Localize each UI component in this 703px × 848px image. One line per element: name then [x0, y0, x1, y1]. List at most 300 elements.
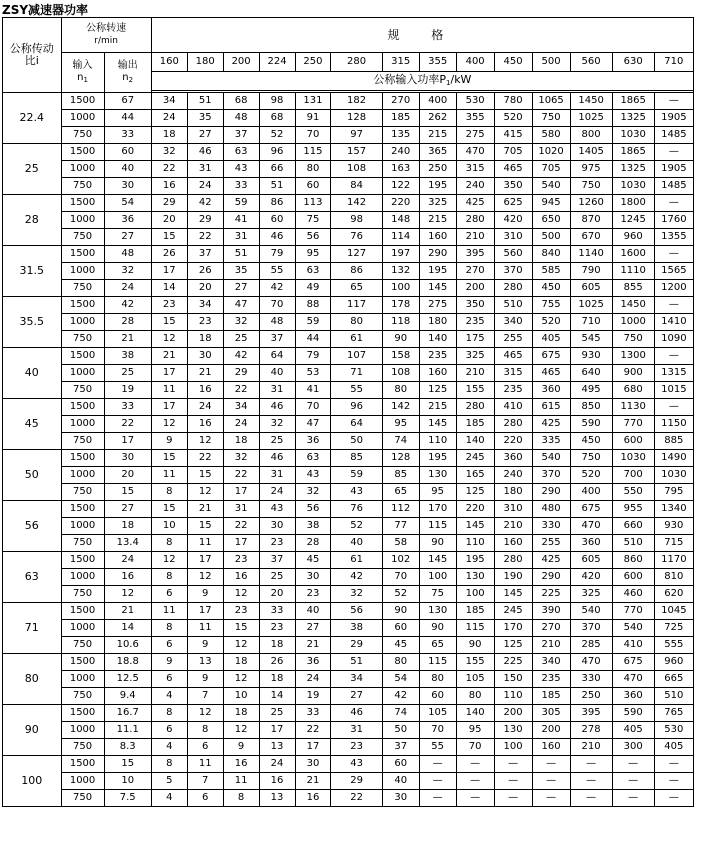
size-header-cell: 315	[382, 53, 419, 72]
power-cell: 40	[382, 773, 419, 790]
power-cell: 1030	[612, 127, 654, 144]
power-cell: 195	[456, 552, 494, 569]
power-cell: 255	[532, 535, 570, 552]
power-cell: 450	[532, 280, 570, 297]
power-cell: 210	[570, 739, 612, 756]
power-cell: 12	[187, 433, 223, 450]
power-cell: 1905	[654, 161, 693, 178]
power-cell: 96	[259, 144, 295, 161]
ratio-cell: 56	[3, 501, 62, 552]
power-cell: 55	[259, 263, 295, 280]
power-cell: 163	[382, 161, 419, 178]
power-cell: 210	[494, 518, 532, 535]
power-cell: 75	[419, 586, 456, 603]
power-cell: 1150	[654, 416, 693, 433]
power-cell: 9	[187, 671, 223, 688]
power-cell: 40	[295, 603, 331, 620]
power-cell: 21	[187, 501, 223, 518]
power-cell: 12	[151, 331, 187, 348]
power-cell: 680	[612, 382, 654, 399]
power-cell: 520	[494, 110, 532, 127]
power-cell: 80	[382, 382, 419, 399]
power-cell: 107	[331, 348, 382, 365]
power-cell: 37	[187, 246, 223, 263]
table-row	[3, 110, 694, 127]
power-cell: 545	[570, 331, 612, 348]
power-cell: 590	[612, 705, 654, 722]
power-cell: 210	[456, 229, 494, 246]
power-cell: 76	[331, 501, 382, 518]
power-cell: 112	[382, 501, 419, 518]
power-cell: 22	[331, 790, 382, 807]
power-cell: 1325	[612, 110, 654, 127]
table-row	[3, 501, 694, 518]
size-header-cell: 224	[259, 53, 295, 72]
power-cell: 140	[456, 433, 494, 450]
power-cell: 56	[295, 501, 331, 518]
power-cell: 705	[494, 144, 532, 161]
output-speed-cell: 54	[104, 195, 151, 212]
power-cell: 1865	[612, 144, 654, 161]
power-cell: 145	[456, 518, 494, 535]
power-cell: 180	[494, 484, 532, 501]
power-cell: 197	[382, 246, 419, 263]
input-speed-cell: 1000	[61, 671, 104, 688]
power-cell: 43	[259, 501, 295, 518]
power-cell: 1170	[654, 552, 693, 569]
power-cell: 15	[151, 501, 187, 518]
output-speed-cell: 30	[104, 450, 151, 467]
power-cell: 800	[570, 127, 612, 144]
power-cell: 450	[570, 433, 612, 450]
power-cell: 46	[259, 450, 295, 467]
power-cell: 34	[331, 671, 382, 688]
size-header-row	[3, 53, 694, 72]
power-cell: 250	[419, 161, 456, 178]
power-cell: 960	[654, 654, 693, 671]
power-cell: 30	[295, 569, 331, 586]
power-cell: 1020	[532, 144, 570, 161]
power-cell: 6	[151, 637, 187, 654]
output-speed-cell: 33	[104, 127, 151, 144]
power-cell: 47	[223, 297, 259, 314]
power-cell: 16	[151, 178, 187, 195]
power-cell: 32	[223, 314, 259, 331]
power-cell: 70	[419, 722, 456, 739]
power-cell: 305	[532, 705, 570, 722]
power-cell: 510	[654, 688, 693, 705]
power-cell: 1565	[654, 263, 693, 280]
table-row	[3, 620, 694, 637]
power-cell: 1065	[532, 93, 570, 110]
power-cell: 150	[494, 671, 532, 688]
power-cell: 280	[494, 552, 532, 569]
input-speed-cell: 1000	[61, 518, 104, 535]
input-speed-cell: 1000	[61, 620, 104, 637]
output-speed-cell: 15	[104, 484, 151, 501]
power-cell: 17	[295, 739, 331, 756]
power-cell: 18	[223, 654, 259, 671]
input-speed-cell: 1500	[61, 144, 104, 161]
power-cell: 285	[570, 637, 612, 654]
power-cell: 410	[494, 399, 532, 416]
output-speed-cell: 10	[104, 773, 151, 790]
output-speed-cell: 16	[104, 569, 151, 586]
table-row	[3, 484, 694, 501]
output-speed-cell: 19	[104, 382, 151, 399]
power-cell: 91	[295, 110, 331, 127]
power-cell: 12	[187, 484, 223, 501]
power-cell: 96	[331, 399, 382, 416]
table-row	[3, 518, 694, 535]
power-cell: 185	[532, 688, 570, 705]
power-cell: 25	[223, 331, 259, 348]
ratio-cell: 40	[3, 348, 62, 399]
power-cell: 127	[331, 246, 382, 263]
power-cell: 63	[223, 144, 259, 161]
power-cell: 530	[654, 722, 693, 739]
power-cell: 795	[654, 484, 693, 501]
input-speed-cell: 1500	[61, 705, 104, 722]
power-cell: 23	[259, 620, 295, 637]
power-cell: 210	[456, 365, 494, 382]
output-speed-cell: 60	[104, 144, 151, 161]
table-row	[3, 161, 694, 178]
power-cell: 7	[187, 688, 223, 705]
power-cell: 36	[295, 654, 331, 671]
power-cell: 1485	[654, 178, 693, 195]
power-cell: 510	[612, 535, 654, 552]
power-cell: 24	[187, 399, 223, 416]
output-speed-cell: 30	[104, 178, 151, 195]
power-cell: 29	[331, 637, 382, 654]
table-row	[3, 450, 694, 467]
power-cell: 465	[494, 348, 532, 365]
table-row	[3, 416, 694, 433]
power-cell: 1405	[570, 144, 612, 161]
power-cell: 1600	[612, 246, 654, 263]
power-cell: —	[532, 773, 570, 790]
power-cell: 43	[331, 484, 382, 501]
power-cell: 350	[456, 297, 494, 314]
output-speed-cell: 21	[104, 603, 151, 620]
power-cell: 66	[259, 161, 295, 178]
power-cell: 42	[187, 195, 223, 212]
power-cell: 22	[187, 450, 223, 467]
power-cell: 14	[151, 280, 187, 297]
power-cell: 108	[382, 365, 419, 382]
spec-header: 规 格	[151, 18, 693, 53]
power-cell: 235	[419, 348, 456, 365]
power-cell: 23	[151, 297, 187, 314]
power-cell: 520	[570, 467, 612, 484]
output-speed-cell: 17	[104, 433, 151, 450]
input-speed-cell: 750	[61, 637, 104, 654]
power-cell: —	[456, 756, 494, 773]
power-cell: 860	[612, 552, 654, 569]
power-cell: 71	[331, 365, 382, 382]
power-cell: 195	[419, 263, 456, 280]
power-cell: 24	[259, 756, 295, 773]
power-cell: 18	[223, 433, 259, 450]
power-cell: 325	[570, 586, 612, 603]
power-cell: 41	[223, 212, 259, 229]
input-speed-cell: 1500	[61, 297, 104, 314]
power-cell: 145	[419, 416, 456, 433]
power-cell: 1245	[612, 212, 654, 229]
power-cell: 290	[419, 246, 456, 263]
power-cell: 17	[259, 722, 295, 739]
power-cell: 855	[612, 280, 654, 297]
power-cell: 61	[331, 552, 382, 569]
power-cell: 37	[223, 127, 259, 144]
power-cell: 1140	[570, 246, 612, 263]
table-row	[3, 263, 694, 280]
size-header-cell: 560	[570, 53, 612, 72]
power-cell: 360	[494, 450, 532, 467]
power-cell: 28	[295, 535, 331, 552]
output-speed-cell: 18.8	[104, 654, 151, 671]
table-row	[3, 654, 694, 671]
power-cell: 1355	[654, 229, 693, 246]
power-cell: 95	[456, 722, 494, 739]
power-cell: 4	[151, 790, 187, 807]
table-row	[3, 535, 694, 552]
power-cell: 74	[382, 433, 419, 450]
power-cell: 1260	[570, 195, 612, 212]
power-cell: 17	[223, 535, 259, 552]
power-cell: 21	[295, 637, 331, 654]
power-cell: 550	[612, 484, 654, 501]
power-cell: 130	[494, 722, 532, 739]
power-cell: 178	[382, 297, 419, 314]
power-cell: 15	[187, 518, 223, 535]
power-cell: 1110	[612, 263, 654, 280]
output-speed-cell: 48	[104, 246, 151, 263]
size-header-cell: 355	[419, 53, 456, 72]
speed-header-unit: r/min	[94, 36, 119, 46]
output-speed-cell: 12	[104, 586, 151, 603]
power-cell: 590	[570, 416, 612, 433]
output-speed-cell: 27	[104, 501, 151, 518]
power-cell: 12	[151, 552, 187, 569]
output-speed-cell: 24	[104, 280, 151, 297]
size-header-cell: 180	[187, 53, 223, 72]
power-cell: 32	[259, 416, 295, 433]
table-row	[3, 348, 694, 365]
power-cell: 25	[259, 705, 295, 722]
input-speed-cell: 1500	[61, 93, 104, 110]
power-cell: 12	[223, 586, 259, 603]
page-title: ZSY减速器功率	[2, 3, 89, 17]
power-cell: —	[532, 756, 570, 773]
power-cell: —	[654, 246, 693, 263]
power-cell: 8	[151, 756, 187, 773]
power-cell: 13	[187, 654, 223, 671]
power-cell: 128	[382, 450, 419, 467]
power-cell: 58	[382, 535, 419, 552]
speed-header-label: 公称转速	[86, 23, 127, 34]
power-cell: 31	[223, 229, 259, 246]
output-speed-cell: 40	[104, 161, 151, 178]
power-cell: 370	[494, 263, 532, 280]
table-row	[3, 229, 694, 246]
power-cell: 140	[456, 705, 494, 722]
power-cell: 225	[532, 586, 570, 603]
power-cell: 114	[382, 229, 419, 246]
power-cell: 90	[382, 331, 419, 348]
power-cell: 220	[382, 195, 419, 212]
power-cell: 200	[532, 722, 570, 739]
power-cell: 145	[494, 586, 532, 603]
power-cell: 360	[532, 382, 570, 399]
power-cell: —	[570, 790, 612, 807]
power-cell: 98	[259, 93, 295, 110]
output-speed-cell: 16.7	[104, 705, 151, 722]
power-cell: 540	[532, 450, 570, 467]
output-speed-cell: 15	[104, 756, 151, 773]
input-speed-cell: 1500	[61, 348, 104, 365]
power-cell: 15	[151, 314, 187, 331]
table-row	[3, 195, 694, 212]
power-cell: 1025	[570, 110, 612, 127]
power-cell: 180	[419, 314, 456, 331]
input-speed-cell: 750	[61, 229, 104, 246]
power-cell: 8	[151, 705, 187, 722]
ratio-cell: 80	[3, 654, 62, 705]
input-speed-cell: 750	[61, 688, 104, 705]
power-cell: 100	[419, 569, 456, 586]
power-cell: 45	[295, 552, 331, 569]
power-cell: 6	[151, 586, 187, 603]
power-cell: —	[612, 790, 654, 807]
power-cell: 51	[259, 178, 295, 195]
power-cell: 4	[151, 688, 187, 705]
input-speed-cell: 750	[61, 382, 104, 399]
power-cell: 110	[419, 433, 456, 450]
input-speed-cell: 750	[61, 739, 104, 756]
power-cell: 480	[532, 501, 570, 518]
power-cell: 470	[570, 654, 612, 671]
ratio-cell: 63	[3, 552, 62, 603]
power-cell: 113	[295, 195, 331, 212]
power-cell: 27	[295, 620, 331, 637]
power-cell: 365	[419, 144, 456, 161]
power-cell: 190	[494, 569, 532, 586]
output-speed-cell: 32	[104, 263, 151, 280]
input-header	[61, 53, 104, 93]
power-cell: 16	[259, 773, 295, 790]
power-cell: 245	[456, 450, 494, 467]
power-cell: 330	[570, 671, 612, 688]
power-cell: 600	[612, 433, 654, 450]
power-cell: 500	[532, 229, 570, 246]
power-cell: 32	[223, 450, 259, 467]
power-cell: 16	[223, 756, 259, 773]
ratio-cell: 90	[3, 705, 62, 756]
power-cell: —	[494, 756, 532, 773]
output-speed-cell: 67	[104, 93, 151, 110]
power-cell: 31	[187, 161, 223, 178]
power-cell: 97	[331, 127, 382, 144]
power-cell: 14	[259, 688, 295, 705]
input-speed-cell: 1500	[61, 246, 104, 263]
power-cell: 9	[187, 637, 223, 654]
power-cell: 125	[494, 637, 532, 654]
ratio-cell: 28	[3, 195, 62, 246]
power-cell: 850	[570, 399, 612, 416]
power-cell: 128	[331, 110, 382, 127]
power-cell: 18	[223, 705, 259, 722]
power-cell: 79	[295, 348, 331, 365]
power-cell: 275	[419, 297, 456, 314]
power-header-sub: 1	[446, 78, 451, 87]
power-cell: 605	[570, 280, 612, 297]
power-cell: 1015	[654, 382, 693, 399]
power-cell: 100	[494, 739, 532, 756]
power-cell: 12	[187, 569, 223, 586]
table-row	[3, 722, 694, 739]
input-subscript: 1	[83, 75, 88, 84]
power-cell: 49	[295, 280, 331, 297]
power-cell: 42	[331, 569, 382, 586]
power-cell: 41	[295, 382, 331, 399]
power-cell: 18	[151, 127, 187, 144]
power-cell: 33	[259, 603, 295, 620]
table-row	[3, 790, 694, 807]
header-row-1	[3, 18, 694, 53]
power-cell: 750	[570, 178, 612, 195]
table-row	[3, 637, 694, 654]
power-cell: 36	[295, 433, 331, 450]
input-speed-cell: 1000	[61, 365, 104, 382]
power-cell: 43	[223, 161, 259, 178]
power-cell: 18	[259, 637, 295, 654]
power-cell: 11	[187, 620, 223, 637]
power-cell: 15	[151, 450, 187, 467]
power-cell: 40	[259, 365, 295, 382]
power-cell: 86	[331, 263, 382, 280]
power-cell: 9	[151, 433, 187, 450]
power-cell: 560	[494, 246, 532, 263]
ratio-header	[3, 18, 62, 93]
power-cell: 34	[223, 399, 259, 416]
table-row	[3, 246, 694, 263]
power-cell: 170	[494, 620, 532, 637]
power-cell: 405	[612, 722, 654, 739]
power-cell: 80	[295, 161, 331, 178]
power-cell: 370	[570, 620, 612, 637]
power-cell: —	[570, 756, 612, 773]
power-cell: 170	[419, 501, 456, 518]
power-cell: —	[654, 144, 693, 161]
power-cell: 770	[612, 416, 654, 433]
power-cell: —	[654, 195, 693, 212]
output-speed-cell: 7.5	[104, 790, 151, 807]
power-cell: —	[456, 790, 494, 807]
table-row	[3, 705, 694, 722]
output-speed-cell: 33	[104, 399, 151, 416]
power-cell: 77	[382, 518, 419, 535]
size-header-cell: 450	[494, 53, 532, 72]
power-cell: 16	[187, 416, 223, 433]
power-cell: 495	[570, 382, 612, 399]
power-cell: —	[654, 297, 693, 314]
output-speed-cell: 28	[104, 314, 151, 331]
power-cell: 765	[654, 705, 693, 722]
power-cell: 108	[331, 161, 382, 178]
input-speed-cell: 750	[61, 586, 104, 603]
